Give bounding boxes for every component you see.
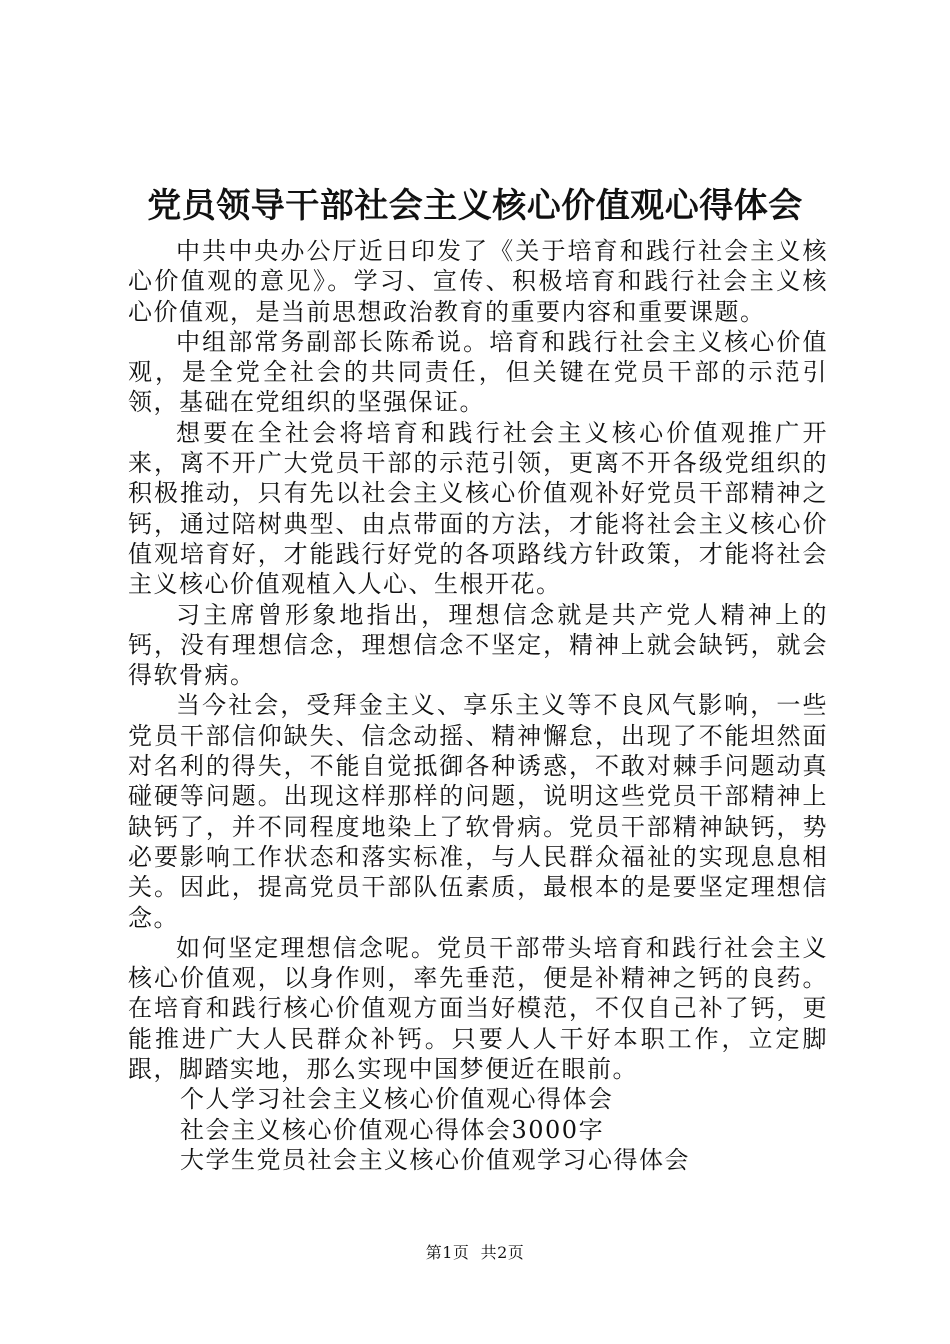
document-title: 党员领导干部社会主义核心价值观心得体会 — [147, 186, 803, 226]
paragraph-3: 想要在全社会将培育和践行社会主义核心价值观推广开来，离不开广大党员干部的示范引领，更离不开各级党组织的积极推动，只有先以社会主义核心价值观补好党员干部精神之钙，通过陪树典型、由点带面的方法，才能将社会主义核心价值观培育好，才能践行好党的各项路线方针政策，才能将社会主义核心价值观植入人心、生根开花。 — [128, 418, 828, 599]
paragraph-1: 中共中央办公厅近日印发了《关于培育和践行社会主义核心价值观的意见》。学习、宣传、积极培育和践行社会主义核心价值观，是当前思想政治教育的重要内容和重要课题。 — [128, 237, 828, 326]
related-articles-list — [128, 1084, 828, 1175]
paragraph-6: 如何坚定理想信念呢。党员干部带头培育和践行社会主义核心价值观，以身作则，率先垂范，便是补精神之钙的良药。在培育和践行核心价值观方面当好模范，不仅自己补了钙，更能推进广大人民群众补钙。只要人人干好本职工作，立定脚跟，脚踏实地，那么实现中国梦便近在眼前。 — [128, 933, 828, 1084]
related-article-link[interactable]: 大学生党员社会主义核心价值观学习心得体会 — [180, 1145, 690, 1174]
page-footer — [0, 1243, 950, 1263]
page-total: 共2页 — [480, 1243, 525, 1262]
paragraph-4: 习主席曾形象地指出，理想信念就是共产党人精神上的钙，没有理想信念，理想信念不坚定，精神上就会缺钙，就会得软骨病。 — [128, 600, 828, 690]
paragraph-2: 中组部常务副部长陈希说。培育和践行社会主义核心价值观，是全党全社会的共同责任，但关键在党员干部的示范引领，基础在党组织的坚强保证。 — [128, 327, 828, 417]
related-article-link[interactable]: 社会主义核心价值观心得体会3000字 — [180, 1115, 605, 1144]
paragraph-5: 当今社会，受拜金主义、享乐主义等不良风气影响，一些党员干部信仰缺失、信念动摇、精神懈怠，出现了不能坦然面对名利的得失，不能自觉抵御各种诱惑，不敢对棘手问题动真碰硬等问题。出现这样那样的问题，说明这些党员干部精神上缺钙了，并不同程度地染上了软骨病。党员干部精神缺钙，势必要影响工作状态和落实标准，与人民群众福祉的实现息息相关。因此，提高党员干部队伍素质，最根本的是要坚定理想信念。 — [128, 691, 828, 932]
related-article-link[interactable]: 个人学习社会主义核心价值观心得体会 — [180, 1085, 614, 1114]
document-body — [128, 236, 828, 1175]
page-number: 第1页 — [425, 1243, 470, 1262]
